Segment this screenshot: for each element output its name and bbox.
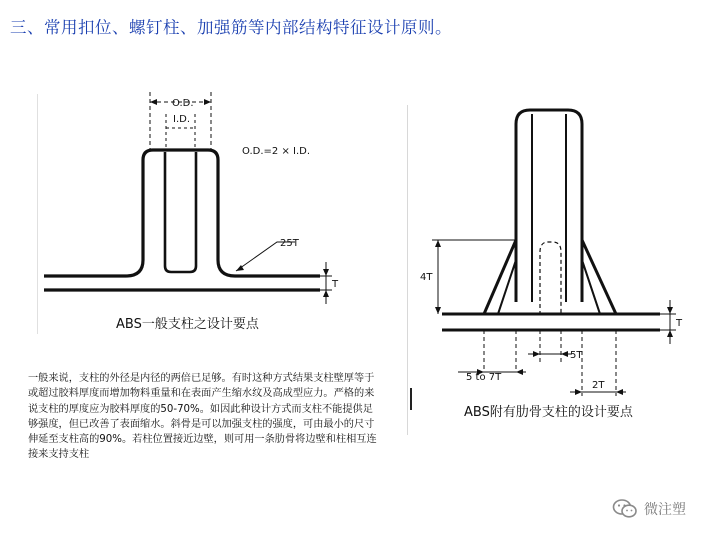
boss-outer-profile	[44, 150, 320, 276]
dim-4t-arrow-bottom	[435, 307, 441, 314]
caption-left: ABS一般支柱之设计要点	[116, 317, 259, 332]
t-arrow-top	[323, 269, 329, 276]
label-2t: 2T	[592, 380, 605, 391]
dim-4t-arrow-top	[435, 240, 441, 247]
watermark-text: 微注塑	[644, 502, 686, 518]
dim-5t-arrow-right	[561, 351, 568, 357]
id-label: I.D.	[173, 114, 191, 125]
label-5t: 5T	[570, 350, 583, 361]
wechat-icon	[612, 498, 638, 520]
boss-diagram-general	[30, 80, 400, 350]
od-arrow-right	[204, 99, 211, 105]
label-t-left: T	[332, 279, 339, 290]
page-title: 三、常用扣位、螺钉柱、加强筋等内部结构特征设计原则。	[10, 18, 452, 37]
formula-label: O.D.=2 × I.D.	[242, 146, 311, 157]
rib-right-inner	[582, 260, 600, 314]
label-5to7t: 5 to 7T	[466, 372, 502, 383]
dim-t-arrow-bottom	[667, 330, 673, 337]
watermark	[612, 498, 686, 520]
dim-2t-arrow-right	[616, 389, 623, 395]
label-4t: 4T	[420, 272, 433, 283]
boss-diagram-ribbed	[420, 100, 720, 430]
figure-border-right	[407, 105, 408, 435]
t-arrow-bottom	[323, 290, 329, 297]
label-t-right: T	[676, 318, 683, 329]
dim-2t-arrow-left	[575, 389, 582, 395]
dim-5to7t-arrow-right	[516, 369, 523, 375]
dim-5t-arrow-left	[533, 351, 540, 357]
boss-inner-hole	[165, 152, 196, 272]
description-text: 一般来说，支柱的外径是内径的两倍已足够。有时这种方式结果支柱壁厚等于或超过胶料厚度而增加物料重量和在表面产生缩水纹及高成型应力。严格的来说支柱的厚度应为胶料厚度的50-70%。如因此种设计方式而支柱不能提供足够强度，但已改善了表面缩水。斜骨是可以加强支柱的强度，可由最小的尺寸伸延至支柱高的90%。若柱位置接近边壁，则可用一条肋骨将边壁和柱相互连接来支持支柱	[28, 373, 377, 461]
rib-left-inner	[498, 260, 516, 314]
od-label: O.D.	[172, 98, 194, 109]
od-arrow-left	[150, 99, 157, 105]
divider-mark	[410, 388, 412, 410]
caption-right: ABS附有肋骨支柱的设计要点	[464, 405, 633, 420]
label-25t: 25T	[280, 238, 299, 249]
dim-t-arrow-top	[667, 307, 673, 314]
rib-boss-outer	[516, 110, 582, 302]
rib-hidden-hole	[540, 242, 561, 315]
